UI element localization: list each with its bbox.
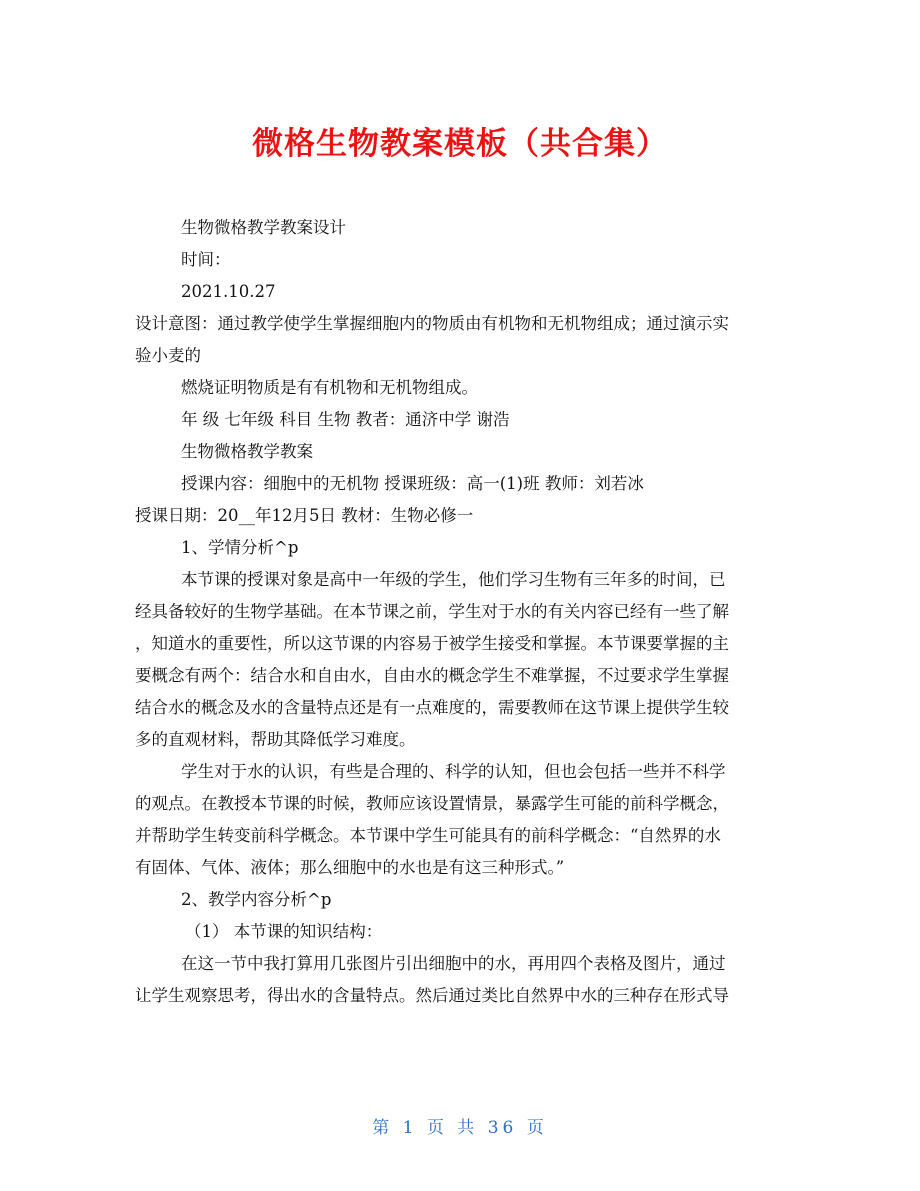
page-footer [0,1113,920,1138]
text-line: （1） 本节课的知识结构： [185,922,383,941]
text-line: 多的直观材料，帮助其降低学习难度。 [135,730,416,749]
text-line: 生物微格教学教案设计 [181,218,346,237]
text-line: 设计意图：通过教学使学生掌握细胞内的物质由有机物和无机物组成；通过演示实 [135,314,729,333]
document-title: 微格生物教案模板（共合集） [252,126,668,162]
text-line: 1、学情分析^p [181,538,299,557]
footer-middle: 页 共 [426,1118,479,1138]
text-line: 验小麦的 [135,346,201,365]
text-line: ，知道水的重要性，所以这节课的内容易于被学生接受和掌握。本节课要掌握的主 [135,634,729,653]
text-line: 授课内容：细胞中的无机物 授课班级：高一(1)班 教师：刘若冰 [181,474,644,493]
text-line: 要概念有两个：结合水和自由水，自由水的概念学生不难掌握，不过要求学生掌握 [135,666,729,685]
text-line: 在这一节中我打算用几张图片引出细胞中的水，再用四个表格及图片，通过 [181,954,726,973]
text-line: 让学生观察思考，得出水的含量特点。然后通过类比自然界中水的三种存在形式导 [135,986,729,1005]
text-line: 授课日期：20__年12月5日 教材：生物必修一 [135,506,474,525]
footer-page-number: 1 [402,1118,418,1138]
text-line: 本节课的授课对象是高中一年级的学生，他们学习生物有三年多的时间，已 [181,570,726,589]
text-line: 生物微格教学教案 [181,442,313,461]
footer-suffix: 页 [526,1118,548,1138]
text-line: 的观点。在教授本节课的时候，教师应该设置情景，暴露学生可能的前科学概念， [135,794,729,813]
text-line: 时间： [181,250,231,269]
document-body [135,212,785,1012]
text-line: 年 级 七年级 科目 生物 教者：通济中学 谢浩 [181,410,510,429]
text-line: 学生对于水的认识，有些是合理的、科学的认知，但也会包括一些并不科学 [181,762,726,781]
footer-total-pages: 36 [487,1118,518,1138]
text-line: 2021.10.27 [181,282,276,301]
text-line: 结合水的概念及水的含量特点还是有一点难度的，需要教师在这节课上提供学生较 [135,698,729,717]
text-line: 有固体、气体、液体；那么细胞中的水也是有这三种形式。” [135,858,565,877]
text-line: 并帮助学生转变前科学概念。本节课中学生可能具有的前科学概念：“自然界的水 [135,826,721,845]
footer-prefix: 第 [372,1118,394,1138]
text-line: 2、教学内容分析^p [181,890,332,909]
text-line: 经具备较好的生物学基础。在本节课之前，学生对于水的有关内容已经有一些了解 [135,602,729,621]
text-line: 燃烧证明物质是有有机物和无机物组成。 [181,378,478,397]
